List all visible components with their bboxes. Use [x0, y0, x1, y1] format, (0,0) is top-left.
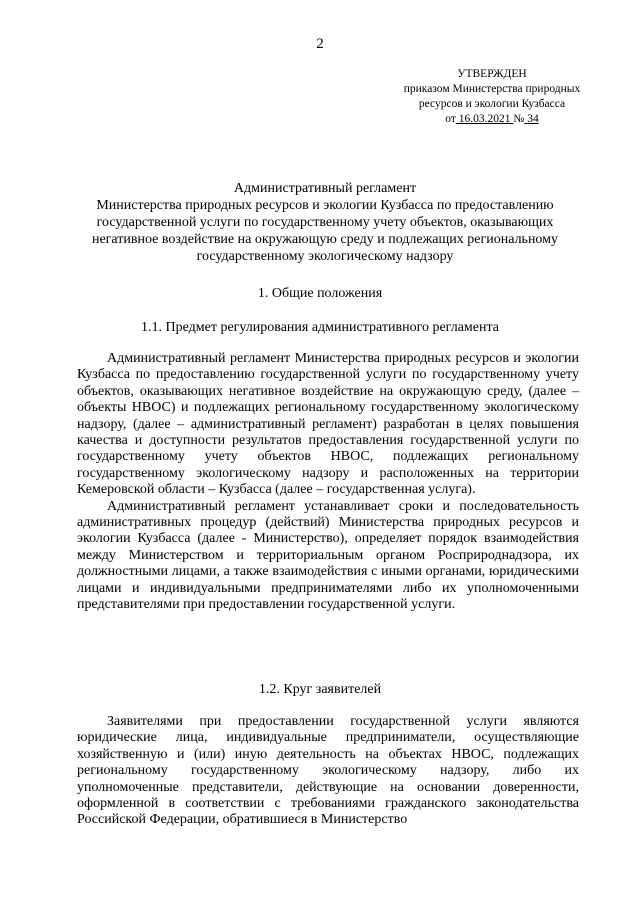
page-number: 2	[316, 36, 324, 52]
subsection-1-1-body	[77, 351, 579, 614]
approval-number-prefix: №	[513, 113, 525, 125]
title-line: Административный регламент	[233, 181, 417, 196]
section-heading: 1. Общие положения	[257, 286, 383, 301]
paragraph: Заявителями при предоставлении государственной услуги являются юридические лица, индивидуальные предприниматели, осуществляющие хозяйственную и (или) иную деятельность на объектах НВОС, подлежащих региональному государственному экологическому надзору, либо их уполномоченные представители, действующие на основании доверенности, оформленной в соответствии с требованиями гражданского законодательства Российской Федерации, обратившиеся в Министерство	[77, 714, 579, 828]
paragraph: Административный регламент Министерства природных ресурсов и экологии Кузбасса по предоставлению государственной услуги по государственному учету объектов, оказывающих негативное воздействие на окружающую среду, (далее – объекты НВОС) и подлежащих региональному государственному экологическому надзору, (далее – административный регламент) разработан в целях повышения качества и доступности результатов предоставления государственной услуги по государственному учету объектов НВОС, подлежащих региональному государственному экологическому надзору и расположенных на территории Кемеровской области – Кузбасса (далее – государственная услуга).	[77, 351, 579, 498]
approval-date-line	[392, 112, 592, 127]
approval-date-prefix: от	[445, 113, 456, 125]
subsection-heading-1-1: 1.1. Предмет регулирования административного регламента	[141, 320, 499, 335]
approval-stamp	[392, 67, 592, 127]
subsection-heading-1-2: 1.2. Круг заявителей	[258, 682, 382, 697]
document-title	[70, 180, 580, 265]
approval-order-line: приказом Министерства природных	[403, 83, 581, 95]
approval-number: 34	[527, 113, 539, 125]
title-body: Министерства природных ресурсов и экологии Кузбасса по предоставлению государственной услуги по государственному учету объектов, оказывающих негативное воздействие на окружающую среду и подлежащих региональному государственному экологическому надзору	[91, 198, 559, 264]
subsection-1-2-body	[77, 714, 579, 829]
approval-ministry-line: ресурсов и экологии Кузбасса	[418, 98, 566, 110]
paragraph: Административный регламент устанавливает сроки и последовательность административных процедур (действий) Министерства природных ресурсов и экологии Кузбасса (далее - Министерство), определяет порядок взаимодействия между Министерством и территориальным органом Росприроднадзора, их должностными лицами, а также взаимодействия с иными органами, юридическими лицами и индивидуальными предпринимателями либо их уполномоченными представителями при предоставлении государственной услуги.	[77, 498, 579, 613]
approval-heading: УТВЕРЖДЕН	[457, 68, 527, 80]
approval-date: 16.03.2021	[458, 113, 511, 125]
